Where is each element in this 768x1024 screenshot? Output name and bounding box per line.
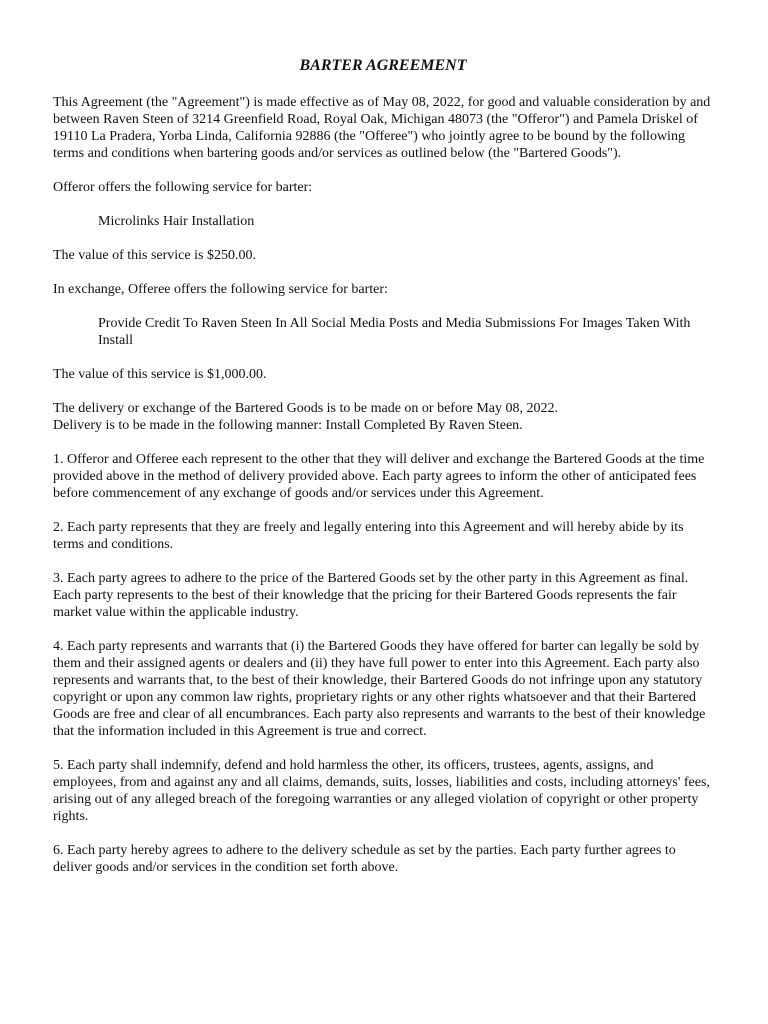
- offeror-service: Microlinks Hair Installation: [98, 214, 255, 229]
- offeree-service: Provide Credit To Raven Steen In All Social Media Posts and Media Submissions For Images Taken With Install: [98, 316, 691, 348]
- clause-4: 4. Each party represents and warrants that (i) the Bartered Goods they have offered for barter can legally be sold by them and their assigned agents or dealers and (ii) they have full power to enter into this Agreement. Each party also represents and warrants that, to the best of their knowledge, their Bartered Goods do not infringe upon any statutory copyright or upon any common law rights, proprietary rights or any other rights whatsoever and that their Bartered Goods are free and clear of all encumbrances. Each party also represents and warrants to the best of their knowledge that the information included in this Agreement is true and correct.: [53, 639, 706, 739]
- clause-2: 2. Each party represents that they are freely and legally entering into this Agreement and will hereby abide by its terms and conditions.: [53, 520, 684, 552]
- offeror-value: The value of this service is $250.00.: [53, 248, 256, 263]
- delivery-manner: Delivery is to be made in the following manner: Install Completed By Raven Steen.: [53, 418, 523, 433]
- clause-3: 3. Each party agrees to adhere to the price of the Bartered Goods set by the other party in this Agreement as final. Each party represents to the best of their knowledge that the pricing for their Bartered Goods represents the fair market value within the applicable industry.: [53, 571, 689, 620]
- clause-5: 5. Each party shall indemnify, defend and hold harmless the other, its officers, trustees, agents, assigns, and employees, from and against any and all claims, demands, suits, losses, liabilities and costs, including attorneys' fees, arising out of any alleged breach of the foregoing warranties or any alleged violation of copyright or other property rights.: [53, 758, 710, 824]
- offeree-offer-intro: In exchange, Offeree offers the following service for barter:: [53, 282, 388, 297]
- document-page: [53, 56, 713, 893]
- offeror-offer-intro: Offeror offers the following service for barter:: [53, 180, 313, 195]
- intro-paragraph: This Agreement (the "Agreement") is made effective as of May 08, 2022, for good and valuable consideration by and between Raven Steen of 3214 Greenfield Road, Royal Oak, Michigan 48073 (the "Offeror") and Pamela Driskel of 19110 La Pradera, Yorba Linda, California 92886 (the "Offeree") who jointly agree to be bound by the following terms and conditions when bartering goods and/or services as outlined below (the "Bartered Goods").: [53, 95, 711, 161]
- offeree-value: The value of this service is $1,000.00.: [53, 367, 267, 382]
- clause-1: 1. Offeror and Offeree each represent to the other that they will deliver and exchange the Bartered Goods at the time provided above in the method of delivery provided above. Each party agrees to inform the other of anticipated fees before commencement of any exchange of goods and/or services under this Agreement.: [53, 452, 705, 501]
- document-title: BARTER AGREEMENT: [299, 57, 467, 74]
- clause-6: 6. Each party hereby agrees to adhere to the delivery schedule as set by the parties. Each party further agrees to deliver goods and/or services in the condition set forth above.: [53, 843, 676, 875]
- delivery-date: The delivery or exchange of the Bartered Goods is to be made on or before May 08, 2022.: [53, 401, 559, 416]
